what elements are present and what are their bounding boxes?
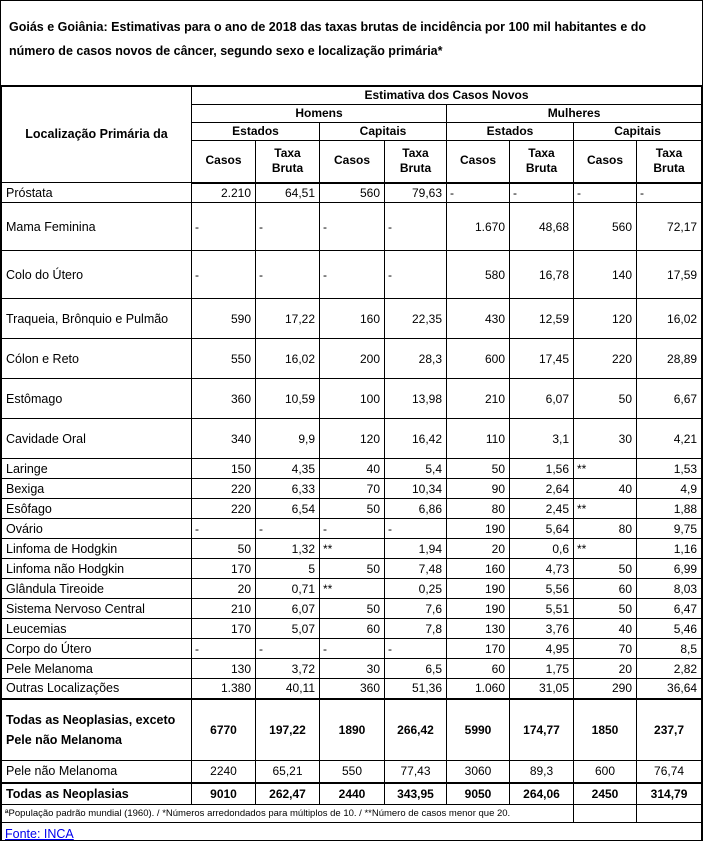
table-cell: 550 <box>192 339 256 379</box>
table-cell: 8,03 <box>637 579 702 599</box>
table-cell: 40,11 <box>256 679 320 699</box>
table-cell: 4,73 <box>510 559 574 579</box>
table-row <box>2 679 702 699</box>
table-cell: - <box>256 203 320 251</box>
column-header-homens: Homens <box>192 105 447 123</box>
table-cell: - <box>192 639 256 659</box>
row-label: Todas as Neoplasias <box>2 783 192 805</box>
table-cell: - <box>192 519 256 539</box>
column-header-taxa-bruta: Taxa Bruta <box>256 141 320 183</box>
table-cell: 79,63 <box>385 183 447 203</box>
table-cell: 1.380 <box>192 679 256 699</box>
table-cell: 20 <box>192 579 256 599</box>
table-foot <box>2 804 702 841</box>
column-header-mulheres: Mulheres <box>447 105 702 123</box>
table-cell: 17,45 <box>510 339 574 379</box>
table-cell: 6770 <box>192 699 256 761</box>
table-cell: - <box>192 203 256 251</box>
table-cell: 50 <box>320 559 385 579</box>
row-label: Cavidade Oral <box>2 419 192 459</box>
column-header-casos: Casos <box>574 141 637 183</box>
source-link[interactable]: Fonte: INCA <box>5 826 74 841</box>
table-cell: - <box>320 519 385 539</box>
row-label: Pele não Melanoma <box>2 761 192 783</box>
table-cell: 560 <box>320 183 385 203</box>
table-cell: 2,45 <box>510 499 574 519</box>
table-cell: 170 <box>447 639 510 659</box>
table-cell: 100 <box>320 379 385 419</box>
table-cell: 550 <box>320 761 385 783</box>
table-row <box>2 783 702 805</box>
table-cell: - <box>385 639 447 659</box>
table-cell: 160 <box>320 299 385 339</box>
table-cell: 160 <box>447 559 510 579</box>
table-row <box>2 761 702 783</box>
table-cell: 0,25 <box>385 579 447 599</box>
table-cell: 10,34 <box>385 479 447 499</box>
table-cell: 0,71 <box>256 579 320 599</box>
row-label: Pele Melanoma <box>2 659 192 679</box>
table-cell: 5,56 <box>510 579 574 599</box>
table-cell: 170 <box>192 619 256 639</box>
table-row <box>2 183 702 203</box>
table-cell: - <box>385 203 447 251</box>
table-cell: 5 <box>256 559 320 579</box>
column-header-taxa-bruta: Taxa Bruta <box>385 141 447 183</box>
table-cell: 6,54 <box>256 499 320 519</box>
row-label: Traqueia, Brônquio e Pulmão <box>2 299 192 339</box>
table-cell: 2450 <box>574 783 637 805</box>
row-label: Leucemias <box>2 619 192 639</box>
table-cell: 220 <box>192 499 256 519</box>
table-cell: 4,9 <box>637 479 702 499</box>
table-cell: 17,22 <box>256 299 320 339</box>
table-cell: 40 <box>574 479 637 499</box>
table-cell: 190 <box>447 519 510 539</box>
table-cell: 600 <box>447 339 510 379</box>
table-cell: 16,02 <box>256 339 320 379</box>
table-cell: 130 <box>447 619 510 639</box>
table-cell: 16,78 <box>510 251 574 299</box>
table-cell: 1.060 <box>447 679 510 699</box>
column-header-taxa-bruta: Taxa Bruta <box>510 141 574 183</box>
table-row <box>2 539 702 559</box>
table-cell: 0,6 <box>510 539 574 559</box>
source-cell <box>2 822 702 841</box>
table-cell: ** <box>574 459 637 479</box>
table-row <box>2 619 702 639</box>
table-cell: 40 <box>320 459 385 479</box>
table-cell: 7,48 <box>385 559 447 579</box>
table-cell: 210 <box>192 599 256 619</box>
table-row <box>2 379 702 419</box>
table-cell: 89,3 <box>510 761 574 783</box>
table-cell: 2240 <box>192 761 256 783</box>
table-cell: 430 <box>447 299 510 339</box>
table-cell: 1,88 <box>637 499 702 519</box>
table-cell: 2,64 <box>510 479 574 499</box>
table-cell: 30 <box>574 419 637 459</box>
table-cell: 7,6 <box>385 599 447 619</box>
table-cell: - <box>385 251 447 299</box>
table-cell: 80 <box>574 519 637 539</box>
table-cell: 580 <box>447 251 510 299</box>
table-cell: 4,95 <box>510 639 574 659</box>
table-cell: 6,5 <box>385 659 447 679</box>
table-cell: 22,35 <box>385 299 447 339</box>
table-cell: 31,05 <box>510 679 574 699</box>
table-cell: 28,89 <box>637 339 702 379</box>
table-cell: 9,9 <box>256 419 320 459</box>
table-cell: 6,86 <box>385 499 447 519</box>
table-cell: 560 <box>574 203 637 251</box>
table-cell: - <box>447 183 510 203</box>
table-cell: 60 <box>574 579 637 599</box>
footnote-row <box>2 804 702 822</box>
table-cell: 13,98 <box>385 379 447 419</box>
column-header-casos: Casos <box>320 141 385 183</box>
table-cell: 5990 <box>447 699 510 761</box>
table-cell: 140 <box>574 251 637 299</box>
table-cell: 3,72 <box>256 659 320 679</box>
table-cell: 50 <box>574 559 637 579</box>
row-label: Mama Feminina <box>2 203 192 251</box>
table-cell: 36,64 <box>637 679 702 699</box>
column-header-homens-capitais: Capitais <box>320 123 447 141</box>
table-cell: 5,4 <box>385 459 447 479</box>
table-row <box>2 459 702 479</box>
table-cell: ** <box>320 539 385 559</box>
table-cell: 16,02 <box>637 299 702 339</box>
column-header-mulheres-capitais: Capitais <box>574 123 702 141</box>
table-cell: 30 <box>320 659 385 679</box>
row-label: Glândula Tireoide <box>2 579 192 599</box>
table-cell: - <box>320 251 385 299</box>
table-cell: 60 <box>447 659 510 679</box>
table-cell: 343,95 <box>385 783 447 805</box>
row-label: Linfoma de Hodgkin <box>2 539 192 559</box>
table-cell: 266,42 <box>385 699 447 761</box>
table-cell: 50 <box>320 599 385 619</box>
table-cell: - <box>385 519 447 539</box>
table-cell: 237,7 <box>637 699 702 761</box>
table-cell: 3060 <box>447 761 510 783</box>
table-cell: 5,51 <box>510 599 574 619</box>
table-cell: ** <box>574 539 637 559</box>
table-cell: 50 <box>320 499 385 519</box>
table-cell: 200 <box>320 339 385 379</box>
table-cell: 1890 <box>320 699 385 761</box>
table-cell: ** <box>574 499 637 519</box>
header-row-top <box>2 87 702 105</box>
table-cell: 190 <box>447 599 510 619</box>
table-cell: 210 <box>447 379 510 419</box>
table-row <box>2 519 702 539</box>
table-cell: 3,76 <box>510 619 574 639</box>
table-cell: 50 <box>574 379 637 419</box>
row-label: Laringe <box>2 459 192 479</box>
table-cell: 130 <box>192 659 256 679</box>
table-cell: 64,51 <box>256 183 320 203</box>
table-cell: 10,59 <box>256 379 320 419</box>
table-cell: 2440 <box>320 783 385 805</box>
table-cell: 90 <box>447 479 510 499</box>
row-label: Próstata <box>2 183 192 203</box>
row-label: Corpo do Útero <box>2 639 192 659</box>
table-cell: 5,07 <box>256 619 320 639</box>
table-cell: 20 <box>447 539 510 559</box>
table-cell: ** <box>320 579 385 599</box>
table-cell: 340 <box>192 419 256 459</box>
table-cell: 28,3 <box>385 339 447 379</box>
column-header-estimativa-casos-novos: Estimativa dos Casos Novos <box>192 87 702 105</box>
table-cell: 4,35 <box>256 459 320 479</box>
table-cell: - <box>320 639 385 659</box>
column-header-casos: Casos <box>192 141 256 183</box>
table-cell: 51,36 <box>385 679 447 699</box>
table-cell: 17,59 <box>637 251 702 299</box>
table-cell: 72,17 <box>637 203 702 251</box>
data-table <box>1 86 702 841</box>
table-cell: 1,75 <box>510 659 574 679</box>
table-cell: 5,64 <box>510 519 574 539</box>
table-cell: 9010 <box>192 783 256 805</box>
table-cell: 60 <box>320 619 385 639</box>
table-cell: 8,5 <box>637 639 702 659</box>
table-cell: 16,42 <box>385 419 447 459</box>
table-cell: 6,33 <box>256 479 320 499</box>
table-body <box>2 183 702 805</box>
table-cell: 1,94 <box>385 539 447 559</box>
table-cell: 5,46 <box>637 619 702 639</box>
row-label: Ovário <box>2 519 192 539</box>
table-cell: 12,59 <box>510 299 574 339</box>
table-cell: 2,82 <box>637 659 702 679</box>
table-cell: 314,79 <box>637 783 702 805</box>
table-cell: 150 <box>192 459 256 479</box>
row-label: Estômago <box>2 379 192 419</box>
row-label: Cólon e Reto <box>2 339 192 379</box>
table-cell: 70 <box>574 639 637 659</box>
table-cell: 600 <box>574 761 637 783</box>
table-cell: 4,21 <box>637 419 702 459</box>
table-cell: 190 <box>447 579 510 599</box>
table-cell: 50 <box>574 599 637 619</box>
table-cell: - <box>320 203 385 251</box>
table-cell: 170 <box>192 559 256 579</box>
table-cell: 80 <box>447 499 510 519</box>
column-header-taxa-bruta: Taxa Bruta <box>637 141 702 183</box>
table-cell: - <box>192 251 256 299</box>
table-cell: 9050 <box>447 783 510 805</box>
table-cell: - <box>256 519 320 539</box>
table-cell: 6,07 <box>256 599 320 619</box>
table-title: Goiás e Goiânia: Estimativas para o ano de 2018 das taxas brutas de incidência por 100 mil habitantes e do número de casos novos de câncer, segundo sexo e localização primária* <box>1 1 702 86</box>
table-cell: 6,99 <box>637 559 702 579</box>
table-cell: 1.670 <box>447 203 510 251</box>
table-cell: - <box>637 183 702 203</box>
row-label: Todas as Neoplasias, exceto Pele não Melanoma <box>2 699 192 761</box>
table-cell: 40 <box>574 619 637 639</box>
table-row <box>2 599 702 619</box>
table-cell: 120 <box>574 299 637 339</box>
table-row <box>2 499 702 519</box>
table-cell: - <box>574 183 637 203</box>
column-header-homens-estados: Estados <box>192 123 320 141</box>
row-label: Esôfago <box>2 499 192 519</box>
table-cell: 290 <box>574 679 637 699</box>
table-cell: 65,21 <box>256 761 320 783</box>
table-cell: 6,47 <box>637 599 702 619</box>
column-header-mulheres-estados: Estados <box>447 123 574 141</box>
table-cell: 20 <box>574 659 637 679</box>
table-cell: 50 <box>447 459 510 479</box>
table-cell: 6,07 <box>510 379 574 419</box>
table-footnote: ªPopulação padrão mundial (1960). / *Números arredondados para múltiplos de 10. / **Número de casos menor que 20. <box>2 804 574 822</box>
table-cell: 262,47 <box>256 783 320 805</box>
table-cell: 76,74 <box>637 761 702 783</box>
table-cell: 360 <box>320 679 385 699</box>
table-cell: 360 <box>192 379 256 419</box>
table-cell: 220 <box>192 479 256 499</box>
table-row <box>2 699 702 761</box>
table-cell: 70 <box>320 479 385 499</box>
table-row <box>2 251 702 299</box>
row-label: Outras Localizações <box>2 679 192 699</box>
column-header-casos: Casos <box>447 141 510 183</box>
table-cell: 2.210 <box>192 183 256 203</box>
table-cell: 197,22 <box>256 699 320 761</box>
row-label: Colo do Útero <box>2 251 192 299</box>
table-cell: 1850 <box>574 699 637 761</box>
row-label: Bexiga <box>2 479 192 499</box>
table-row <box>2 339 702 379</box>
table-cell: 50 <box>192 539 256 559</box>
table-cell: 1,53 <box>637 459 702 479</box>
table-cell: 220 <box>574 339 637 379</box>
table-row <box>2 579 702 599</box>
table-cell: 7,8 <box>385 619 447 639</box>
table-header <box>2 87 702 183</box>
column-header-localizacao-primaria: Localização Primária da <box>2 87 192 183</box>
table-cell: 1,16 <box>637 539 702 559</box>
table-cell: 1,32 <box>256 539 320 559</box>
table-row <box>2 639 702 659</box>
table-row <box>2 419 702 459</box>
row-label: Linfoma não Hodgkin <box>2 559 192 579</box>
table-row <box>2 659 702 679</box>
table-row <box>2 479 702 499</box>
source-row <box>2 822 702 841</box>
table-cell: - <box>510 183 574 203</box>
table-cell: 9,75 <box>637 519 702 539</box>
table-cell: 77,43 <box>385 761 447 783</box>
table-cell: 3,1 <box>510 419 574 459</box>
table-cell: 110 <box>447 419 510 459</box>
table-cell: 48,68 <box>510 203 574 251</box>
table-cell: 6,67 <box>637 379 702 419</box>
row-label: Sistema Nervoso Central <box>2 599 192 619</box>
table-cell: 264,06 <box>510 783 574 805</box>
table-cell: - <box>256 639 320 659</box>
table-cell: 590 <box>192 299 256 339</box>
footnote-empty-cell <box>637 804 702 822</box>
table-row <box>2 299 702 339</box>
table-cell: 174,77 <box>510 699 574 761</box>
table-row <box>2 203 702 251</box>
table-cell: - <box>256 251 320 299</box>
table-row <box>2 559 702 579</box>
footnote-empty-cell <box>574 804 637 822</box>
table-cell: 120 <box>320 419 385 459</box>
table-cell: 1,56 <box>510 459 574 479</box>
